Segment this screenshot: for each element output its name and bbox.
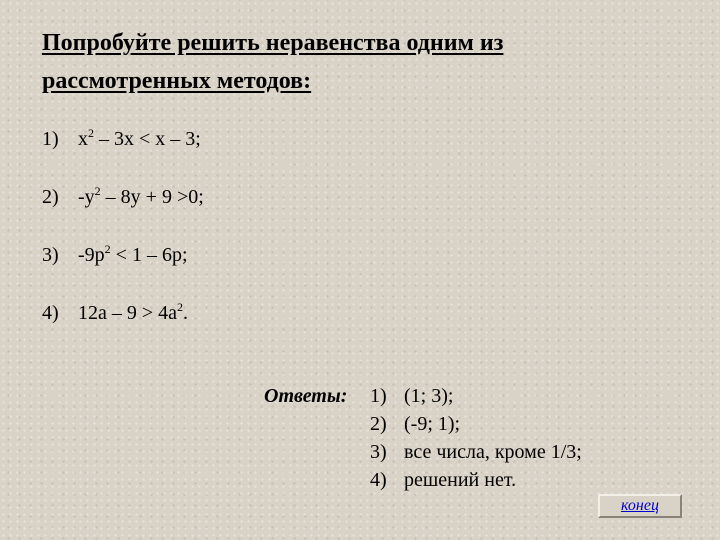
exponent: 2 [177, 300, 184, 314]
answer-row [264, 410, 582, 438]
problem-text: < 1 – 6p; [110, 244, 188, 266]
problem-text: -9p [78, 244, 105, 266]
answer-row [264, 382, 582, 410]
answer-number: 2) [370, 413, 387, 435]
answer-row [264, 466, 582, 494]
problem-item [42, 240, 204, 270]
answer-text: решений нет. [404, 469, 517, 491]
answer-row [264, 438, 582, 466]
problem-text: . [183, 302, 189, 324]
exponent: 2 [88, 126, 94, 140]
answer-text: (1; 3); [404, 385, 454, 407]
problem-item [42, 124, 204, 154]
answer-number: 4) [370, 469, 387, 491]
problem-text: -y [78, 186, 95, 208]
end-button[interactable]: конец [598, 494, 682, 518]
problem-number: 1) [42, 128, 59, 150]
answers-block [264, 382, 582, 494]
exponent: 2 [94, 184, 101, 198]
problem-number: 3) [42, 244, 59, 266]
answer-text: (-9; 1); [404, 413, 461, 435]
problem-text: x [78, 128, 88, 150]
exponent: 2 [104, 242, 111, 256]
problem-item [42, 182, 204, 212]
problem-text: – 3x < x – 3; [94, 128, 201, 150]
problem-item [42, 298, 204, 328]
problem-text: 12a – 9 > 4a [78, 302, 178, 324]
problem-text: – 8y + 9 >0; [100, 186, 204, 208]
answers-label: Ответы: [264, 385, 348, 407]
problem-list [42, 124, 204, 328]
title-line-2: рассмотренных методов: [42, 68, 312, 94]
answer-text: все числа, кроме 1/3; [404, 441, 582, 463]
problem-number: 2) [42, 186, 59, 208]
title-line-1: Попробуйте решить неравенства одним из [42, 30, 504, 56]
slide-title [42, 24, 642, 100]
problem-number: 4) [42, 302, 59, 324]
answer-number: 3) [370, 441, 387, 463]
answer-number: 1) [370, 385, 387, 407]
